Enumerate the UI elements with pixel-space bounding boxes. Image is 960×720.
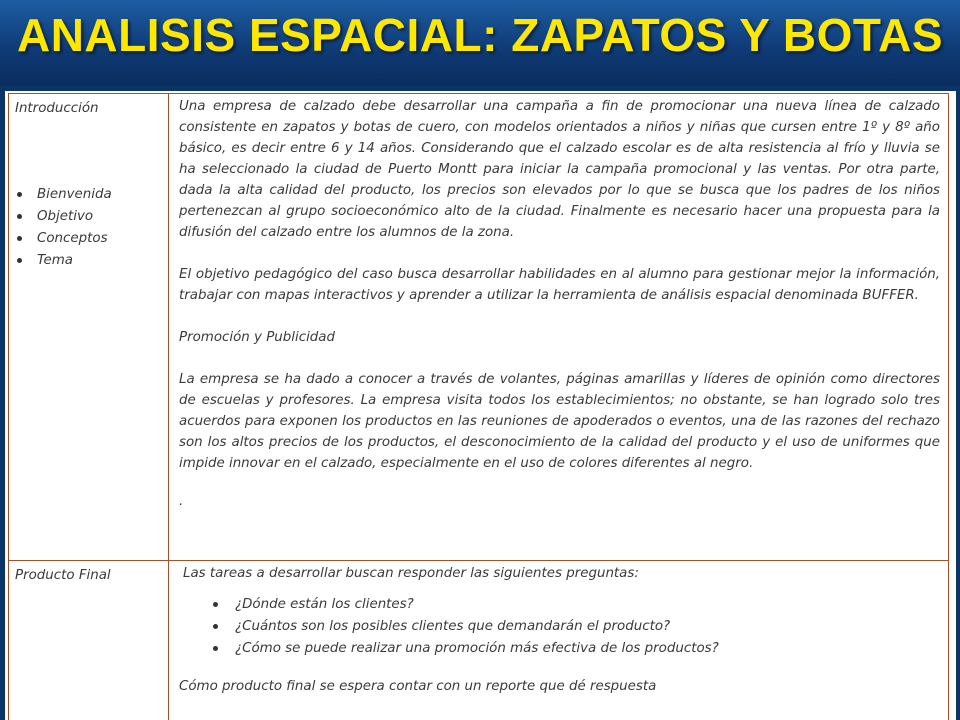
page-title: ANALISIS ESPACIAL: ZAPATOS Y BOTAS bbox=[16, 9, 944, 61]
content-table bbox=[8, 93, 949, 720]
topic-list bbox=[15, 184, 162, 272]
title-bar bbox=[0, 0, 960, 86]
question-item: ¿Cuántos son los posibles clientes que demandarán el producto? bbox=[235, 616, 940, 638]
promotion-heading: Promoción y Publicidad bbox=[179, 330, 335, 345]
question-item: ¿Dónde están los clientes? bbox=[235, 594, 940, 616]
final-label-cell bbox=[9, 561, 169, 720]
intro-label: Introducción bbox=[15, 101, 99, 116]
intro-paragraph-objective: El objetivo pedagógico del caso busca desarrollar habilidades en al alumno para gestionar mejor la información, trabajar con mapas interactivos y aprender a utilizar la herramienta de análisis espacial denominada BUFFER. bbox=[179, 267, 940, 303]
intro-content-cell bbox=[169, 94, 949, 561]
question-item: ¿Cómo se puede realizar una promoción más efectiva de los productos? bbox=[235, 638, 940, 660]
final-label: Producto Final bbox=[15, 568, 111, 583]
trailing-dot: . bbox=[179, 494, 184, 509]
topic-item: Bienvenida bbox=[37, 184, 162, 206]
topic-item: Objetivo bbox=[37, 206, 162, 228]
document-sheet bbox=[5, 91, 956, 720]
table-row-introduction bbox=[9, 94, 949, 561]
intro-paragraph-case: Una empresa de calzado debe desarrollar una campaña a fin de promocionar una nueva línea de calzado consistente en zapatos y botas de cuero, con modelos orientados a niños y niñas que cursen entre 1º y 8º año básico, es decir entre 6 y 14 años. Considerando que el calzado escolar es de alta resistencia al frío y lluvia se ha seleccionado la ciudad de Puerto Montt para iniciar la campaña promocional y las ventas. Por otra parte, dada la alta calidad del producto, los precios son elevados por lo que se busca que los padres de los niños pertenezcan al grupo socioeconómico alto de la ciudad. Finalmente es necesario hacer una propuesta para la difusión del calzado entre los alumnos de la zona. bbox=[179, 99, 940, 240]
topic-item: Tema bbox=[37, 250, 162, 272]
final-intro: Las tareas a desarrollar buscan responder las siguientes preguntas: bbox=[183, 566, 639, 581]
final-content-cell bbox=[169, 561, 949, 720]
question-list bbox=[179, 594, 940, 660]
topic-item: Conceptos bbox=[37, 228, 162, 250]
intro-label-cell bbox=[9, 94, 169, 561]
table-row-final-product bbox=[9, 561, 949, 720]
intro-paragraph-promotion: La empresa se ha dado a conocer a través de volantes, páginas amarillas y líderes de opinión como directores de escuelas y profesores. La empresa visita todos los establecimientos; no obstante, se han logrado solo tres acuerdos para exponen los productos en las reuniones de apoderados o eventos, una de las razones del rechazo son los altos precios de los productos, el desconocimiento de la calidad del producto y el uso de uniformes que impide innovar en el calzado, especialmente en el uso de colores diferentes al negro. bbox=[179, 372, 940, 471]
final-closing: Cómo producto final se espera contar con un reporte que dé respuesta bbox=[179, 679, 657, 694]
